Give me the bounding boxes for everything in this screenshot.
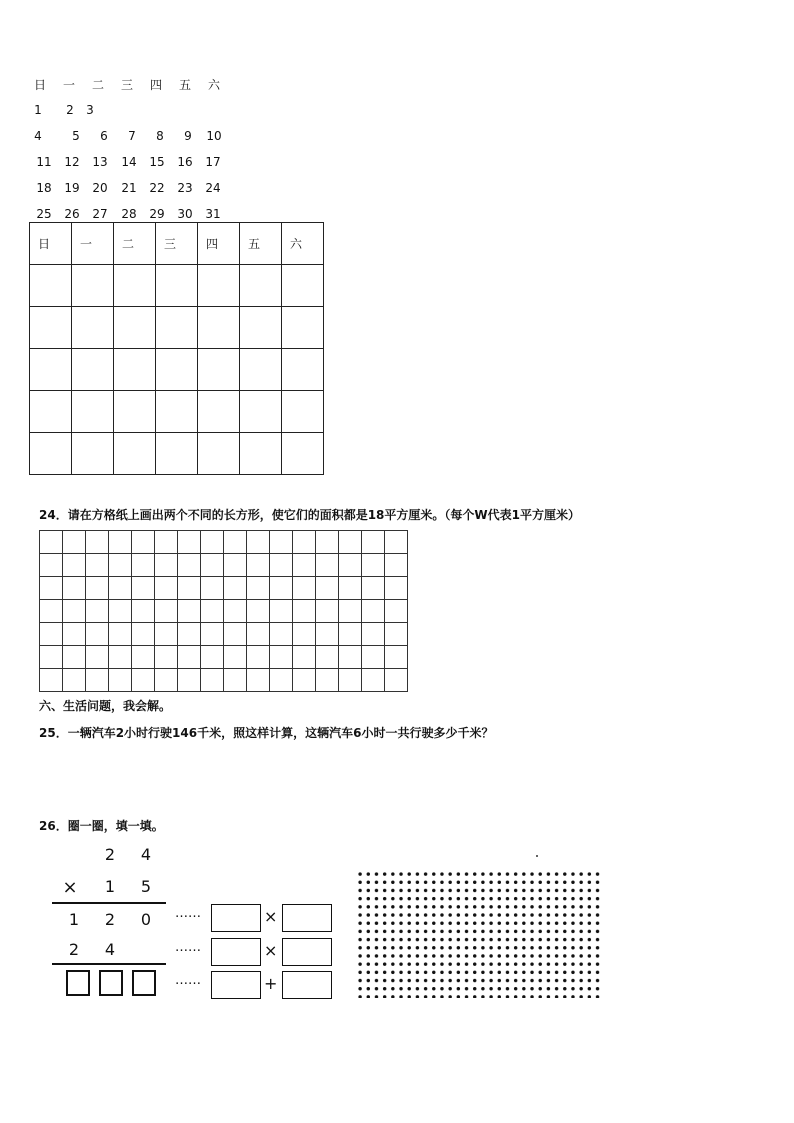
rule-line	[52, 963, 166, 965]
calendar-day: 19	[64, 181, 80, 195]
grid-cell[interactable]	[114, 349, 156, 391]
calendar-day: 13	[92, 155, 108, 169]
multiplier-digit: 1	[104, 877, 116, 896]
calendar-grid-header	[30, 223, 324, 265]
leader-dots: ……	[175, 973, 201, 988]
calendar-day: 12	[64, 155, 80, 169]
grid-cell[interactable]	[240, 307, 282, 349]
calendar-day: 1	[34, 103, 42, 117]
fill-box[interactable]	[211, 904, 261, 932]
partial-product-digit: 4	[104, 940, 116, 959]
calendar-day: 2	[66, 103, 74, 117]
grid-row	[30, 265, 324, 307]
grid-cell[interactable]	[156, 433, 198, 475]
grid-cell[interactable]	[198, 307, 240, 349]
question-26: 26．圈一圈，填一填。	[39, 819, 164, 833]
grid-weekday: 二	[114, 223, 156, 265]
grid-cell[interactable]	[114, 265, 156, 307]
fill-box[interactable]	[282, 938, 332, 966]
rule-line	[52, 902, 166, 904]
calendar-day: 6	[100, 129, 108, 143]
grid-row	[30, 307, 324, 349]
grid-cell[interactable]	[156, 391, 198, 433]
grid-cell[interactable]	[198, 433, 240, 475]
question-25: 25．一辆汽车2小时行驶146千米，照这样计算，这辆汽车6小时一共行驶多少千米？	[39, 726, 494, 740]
answer-digit-box[interactable]	[99, 970, 123, 996]
weekday-thu: 四	[149, 78, 162, 92]
grid-weekday: 日	[30, 223, 72, 265]
multiplier-digit: 5	[140, 877, 152, 896]
grid-cell[interactable]	[114, 391, 156, 433]
calendar-day: 27	[92, 207, 108, 221]
grid-cell[interactable]	[282, 349, 324, 391]
calendar-day: 18	[36, 181, 52, 195]
fill-box[interactable]	[282, 971, 332, 999]
grid-weekday: 六	[282, 223, 324, 265]
calendar-day: 29	[149, 207, 165, 221]
grid-cell[interactable]	[282, 391, 324, 433]
multiplicand-digit: 4	[140, 845, 152, 864]
weekday-fri: 五	[178, 78, 191, 92]
grid-cell[interactable]	[282, 433, 324, 475]
grid-cell[interactable]	[282, 307, 324, 349]
partial-product-digit: 1	[68, 910, 80, 929]
grid-cell[interactable]	[114, 307, 156, 349]
calendar-day: 23	[177, 181, 193, 195]
calendar-day: 7	[128, 129, 136, 143]
grid-cell[interactable]	[198, 391, 240, 433]
grid-weekday: 三	[156, 223, 198, 265]
grid-cell[interactable]	[240, 349, 282, 391]
answer-digit-box[interactable]	[66, 970, 90, 996]
grid-cell[interactable]	[282, 265, 324, 307]
calendar-day: 30	[177, 207, 193, 221]
grid-cell[interactable]	[72, 391, 114, 433]
grid-cell[interactable]	[240, 265, 282, 307]
dot-array[interactable]	[356, 870, 600, 998]
fill-box[interactable]	[211, 971, 261, 999]
calendar-day: 26	[64, 207, 80, 221]
weekday-mon: 一	[62, 78, 75, 92]
grid-cell[interactable]	[240, 391, 282, 433]
grid-cell[interactable]	[114, 433, 156, 475]
partial-product-digit: 2	[68, 940, 80, 959]
calendar-day: 9	[184, 129, 192, 143]
grid-cell[interactable]	[72, 265, 114, 307]
calendar-day: 4	[34, 129, 42, 143]
weekday-sun: 日	[33, 78, 46, 92]
calendar-day: 8	[156, 129, 164, 143]
times-operator: ×	[264, 941, 278, 960]
calendar-day: 3	[86, 103, 94, 117]
plus-operator: +	[264, 974, 278, 993]
leader-dots: ……	[175, 940, 201, 955]
fill-box[interactable]	[211, 938, 261, 966]
times-operator: ×	[264, 907, 278, 926]
calendar-day: 5	[72, 129, 80, 143]
fill-box[interactable]	[282, 904, 332, 932]
grid-row	[30, 391, 324, 433]
calendar-day: 14	[121, 155, 137, 169]
grid-cell[interactable]	[30, 307, 72, 349]
grid-cell[interactable]	[72, 307, 114, 349]
calendar-grid	[29, 222, 324, 475]
calendar-day: 10	[206, 129, 222, 143]
grid-cell[interactable]	[156, 349, 198, 391]
weekday-tue: 二	[91, 78, 104, 92]
weekday-wed: 三	[120, 78, 133, 92]
calendar-day: 17	[205, 155, 221, 169]
multiplicand-digit: 2	[104, 845, 116, 864]
grid-cell[interactable]	[156, 265, 198, 307]
grid-cell[interactable]	[198, 349, 240, 391]
calendar-day: 21	[121, 181, 137, 195]
times-sign: ×	[62, 877, 78, 898]
calendar-list	[28, 70, 228, 220]
stray-dot	[536, 855, 538, 857]
grid-weekday: 四	[198, 223, 240, 265]
calendar-day: 20	[92, 181, 108, 195]
grid-cell[interactable]	[72, 349, 114, 391]
calendar-day: 28	[121, 207, 137, 221]
weekday-sat: 六	[207, 78, 220, 92]
calendar-day: 22	[149, 181, 165, 195]
section-title: 六、生活问题，我会解。	[39, 699, 172, 713]
square-grid-paper[interactable]	[39, 530, 408, 692]
leader-dots: ……	[175, 906, 201, 921]
partial-product-digit: 0	[140, 910, 152, 929]
calendar-day: 11	[36, 155, 52, 169]
grid-row	[30, 349, 324, 391]
answer-digit-box[interactable]	[132, 970, 156, 996]
calendar-day: 15	[149, 155, 165, 169]
grid-cell[interactable]	[30, 391, 72, 433]
grid-cell[interactable]	[30, 265, 72, 307]
grid-weekday: 五	[240, 223, 282, 265]
grid-cell[interactable]	[156, 307, 198, 349]
calendar-day: 25	[36, 207, 52, 221]
grid-cell[interactable]	[30, 349, 72, 391]
calendar-day: 16	[177, 155, 193, 169]
partial-product-digit: 2	[104, 910, 116, 929]
grid-cell[interactable]	[240, 433, 282, 475]
grid-cell[interactable]	[72, 433, 114, 475]
grid-cell[interactable]	[198, 265, 240, 307]
calendar-day: 31	[205, 207, 221, 221]
question-24: 24．请在方格纸上画出两个不同的长方形，使它们的面积都是18平方厘米。（每个W代表1平方厘米）	[39, 508, 580, 522]
grid-weekday: 一	[72, 223, 114, 265]
calendar-day: 24	[205, 181, 221, 195]
grid-row	[30, 433, 324, 475]
grid-cell[interactable]	[30, 433, 72, 475]
